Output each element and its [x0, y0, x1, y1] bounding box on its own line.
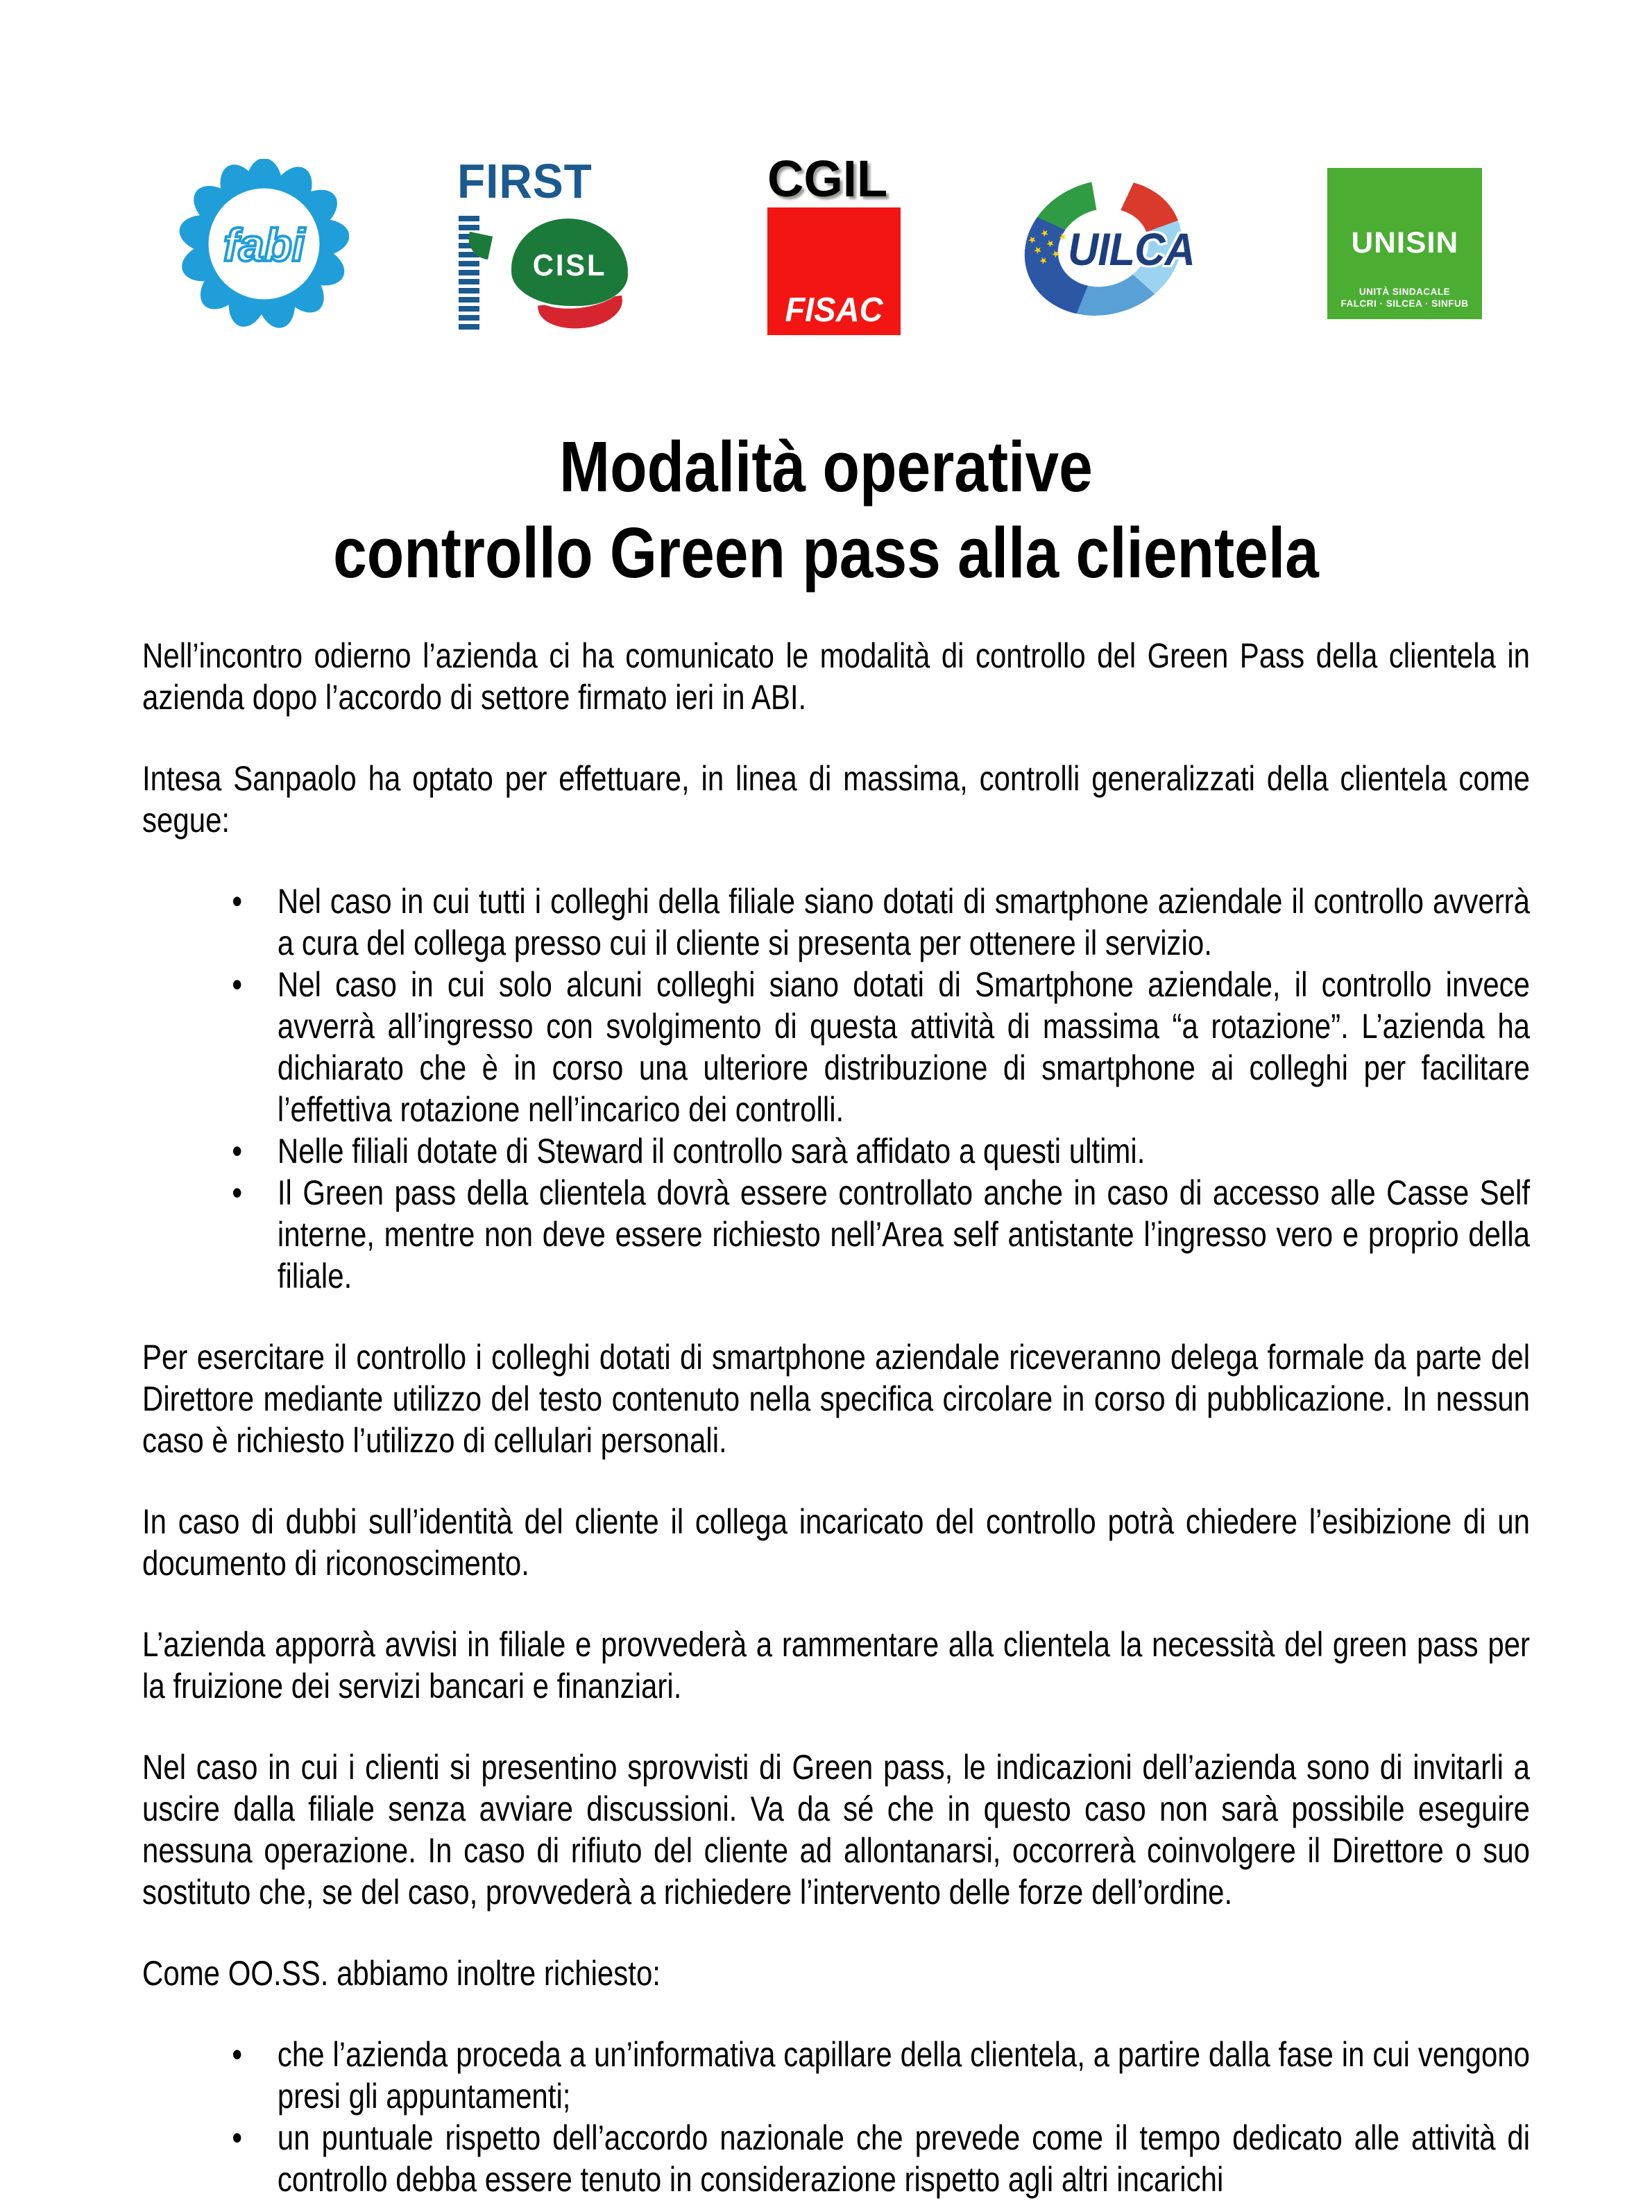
bullet-list-richieste: [142, 2034, 1530, 2200]
cgil-logo-text: CGIL: [767, 150, 887, 207]
list-item: • Nelle filiali dotate di Steward il controllo sarà affidato a questi ultimi.: [278, 1130, 1530, 1172]
unisin-subtitle-2: FALCRI · SILCEA · SINFUB: [1340, 298, 1469, 309]
uilca-logo: [1011, 156, 1219, 331]
fabi-logo: [179, 159, 349, 329]
list-item: • un puntuale rispetto dell’accordo nazionale che prevede come il tempo dedicato alle attività di controllo debba essere tenuto in considerazione rispetto agli altri incarichi: [278, 2117, 1530, 2200]
title-line-1: Modalità operative: [559, 427, 1093, 507]
cgil-fisac-logo: [767, 150, 903, 331]
paragraph-identita: In caso di dubbi sull’identità del cliente il collega incaricato del controllo potrà chiedere l’esibizione di un documento di riconoscimento.: [142, 1502, 1531, 1583]
list-item: • Nel caso in cui solo alcuni colleghi siano dotati di Smartphone aziendale, il controllo invece avverrà all’ingresso con svolgimento di questa attività di massima “a rotazione”. L’azienda ha dichiarato che è in corso una ulteriore distribuzione di smartphone ai colleghi per facilitare l’effettiva rotazione nell’incarico dei controlli.: [278, 964, 1530, 1130]
list-item: • Nel caso in cui tutti i colleghi della filiale siano dotati di smartphone aziendale il controllo avverrà a cura del collega presso cui il cliente si presenta per ottenere il servizio.: [278, 880, 1530, 964]
document-title: [0, 424, 1652, 596]
uilca-logo-text: UILCA: [1067, 223, 1195, 275]
fabi-flower-icon: [179, 159, 349, 329]
list-item: • Il Green pass della clientela dovrà essere controllato anche in caso di accesso alle Casse Self interne, mentre non deve essere richiesto nell’Area self antistante l’ingresso vero e proprio della filiale.: [278, 1172, 1530, 1297]
document-body: [142, 635, 1530, 2200]
first-logo-text: FIRST: [457, 154, 593, 208]
unisin-subtitles: [1327, 286, 1482, 309]
paragraph-sprovvisti: Nel caso in cui i clienti si presentino sprovvisti di Green pass, le indicazioni dell’azienda sono di invitarli a uscire dalla filiale senza avviare discussioni. Va da sé che in questo caso non sarà possibile eseguire nessuna operazione. In caso di rifiuto del cliente ad allontanarsi, occorrerà coinvolgere il Direttore o suo sostituto che, se del caso, provvederà a richiedere l’intervento delle forze dell’ordine.: [142, 1748, 1531, 1912]
bullet-list-controls: [142, 880, 1530, 1297]
paragraph-intesa: Intesa Sanpaolo ha optato per effettuare, in linea di massima, controlli generalizzati della clientela come segue:: [142, 759, 1531, 840]
unisin-logo: [1327, 168, 1482, 319]
unisin-logo-text: UNISIN: [1351, 226, 1458, 260]
paragraph-intro: Nell’incontro odierno l’azienda ci ha comunicato le modalità di controllo del Green Pass della clientela in azienda dopo l’accordo di settore firmato ieri in ABI.: [142, 636, 1531, 717]
list-item: • che l’azienda proceda a un’informativa capillare della clientela, a partire dalla fase in cui vengono presi gli appuntamenti;: [278, 2034, 1530, 2117]
paragraph-ooss: Come OO.SS. abbiamo inoltre richiesto:: [142, 1954, 661, 1993]
unisin-subtitle-1: UNITÀ SINDACALE: [1359, 287, 1451, 297]
cisl-blob-icon: [511, 219, 628, 306]
document-page: [0, 150, 1652, 2212]
fisac-logo-text: FISAC: [784, 291, 883, 329]
fabi-logo-text: fabi: [223, 219, 305, 271]
cisl-logo-text: CISL: [532, 248, 607, 282]
title-line-2: controllo Green pass alla clientela: [333, 513, 1319, 593]
logo-row: [179, 150, 1482, 331]
paragraph-delega: Per esercitare il controllo i colleghi dotati di smartphone aziendale riceveranno delega formale da parte del Direttore mediante utilizzo del testo contenuto nella specifica circolare in corso di pubblicazione. In nessun caso è richiesto l’utilizzo di cellulari personali.: [142, 1338, 1531, 1460]
fisac-red-box: [767, 207, 901, 335]
first-cisl-logo: [457, 156, 658, 331]
paragraph-avvisi: L’azienda apporrà avvisi in filiale e provvederà a rammentare alla clientela la necessità del green pass per la fruizione dei servizi bancari e finanziari.: [142, 1625, 1531, 1705]
